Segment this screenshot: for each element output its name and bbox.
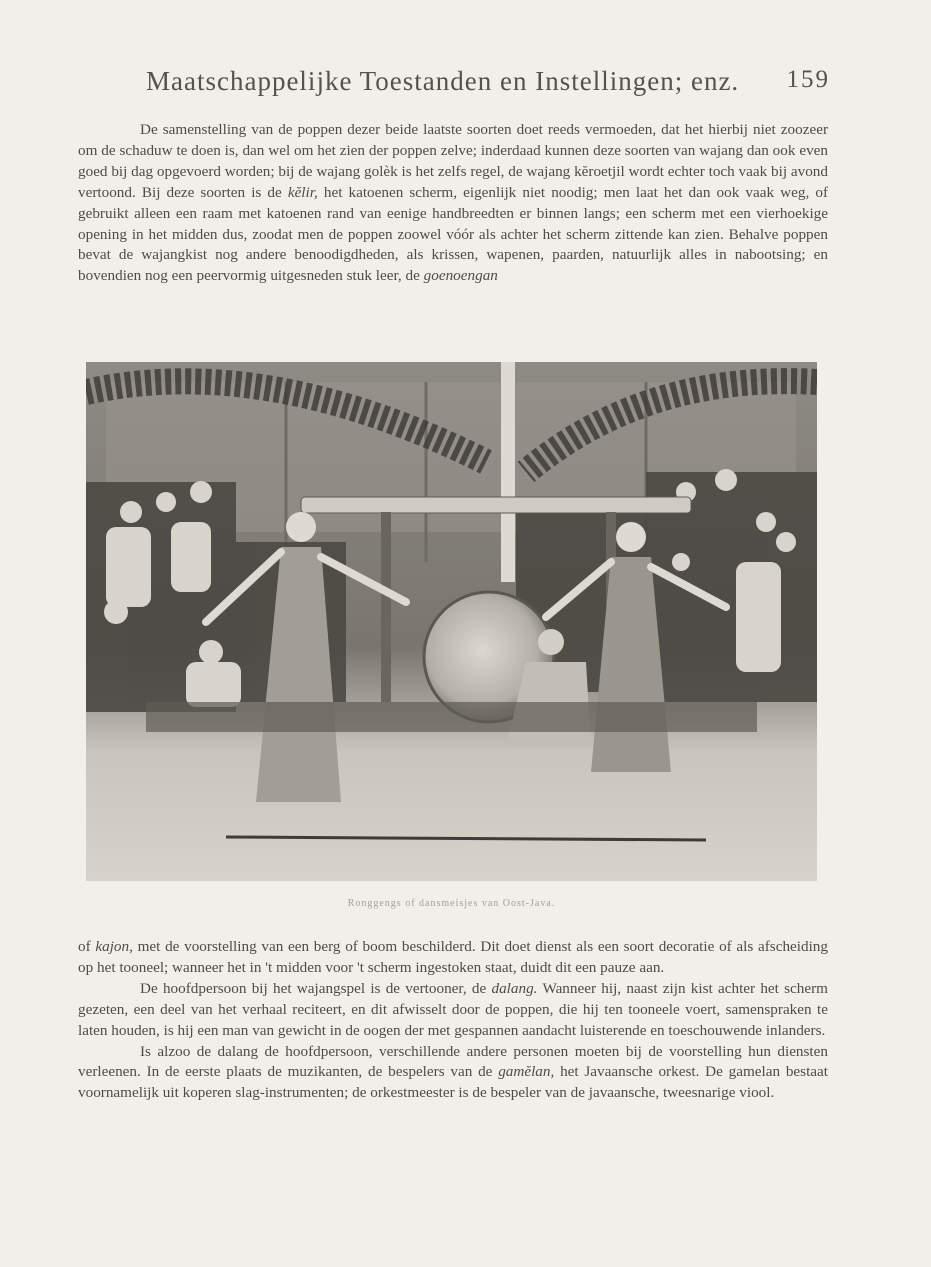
figure-caption: Ronggengs of dansmeisjes van Oost-Java. xyxy=(347,898,556,909)
photograph-illustration xyxy=(86,362,817,881)
italic-term: kajon, xyxy=(95,938,133,955)
italic-term: dalang. xyxy=(491,979,538,997)
photograph-dancers xyxy=(86,362,817,881)
paragraph: De hoofdpersoon bij het wajangspel is de vertooner, de dalang. Wanneer hij, naast zijn kist achter het scherm gezeten, een deel van het verhaal reciteert, en dit afwisselt door de poppen, die hij ten tooneele voert, samenspraken te laten houden, is hij een man van gewicht in de oogen der met gespannen aandacht luisterende en toeschouwende inlanders. xyxy=(78,979,828,1039)
text-block-bottom xyxy=(78,937,828,1104)
paragraph: of kajon, met de voorstelling van een berg of boom beschilderd. Dit doet dienst als een soort decoratie of als afscheiding op het tooneel; wanneer het in 't midden voor 't scherm ingestoken staat, duidt dit een pauze aan. xyxy=(78,938,828,976)
italic-term: gamĕlan, xyxy=(498,1063,555,1081)
paragraph: Is alzoo de dalang de hoofdpersoon, verschillende andere personen moeten bij de voorstelling hun diensten verleenen. In de eerste plaats de muzikanten, de bespelers van de gamĕlan, het Javaansche orkest. De gamelan bestaat voornamelijk uit koperen slag-instrumenten; de orkestmeester is de bespeler van de javaansche, tweesnarige viool. xyxy=(78,1042,828,1102)
italic-term: goenoengan xyxy=(423,267,498,285)
italic-term: kĕlir, xyxy=(287,183,318,201)
running-head xyxy=(78,66,830,106)
paragraph: De samenstelling van de poppen dezer beide laatste soorten doet reeds vermoeden, dat het hierbij niet zoozeer om de schaduw te doen is, dan wel om het zien der poppen zelve; inderdaad kunnen deze soorten van wajang dan ook even goed bij dag opgevoerd worden; bij de wajang golèk is het zelfs regel, de wajang kĕroetjil wordt echter toch vaak bij avond vertoond. Bij deze soorten is de kĕlir, het katoenen scherm, eigenlijk niet noodig; men laat het dan ook vaak weg, of gebruikt alleen een raam met katoenen rand van eenige handbreedten er binnen langs; een scherm met een vierhoekige opening in het midden dus, zoodat men de poppen zoowel vóór als achter het scherm zittende kan zien. Behalve poppen bevat de wajangkist nog andere benoodigdheden, als krissen, wapenen, paarden, natuurlijk alles in nabootsing; en bovendien nog een peervormig uitgesneden stuk leer, de goenoengan xyxy=(78,121,828,285)
page-number: 159 xyxy=(786,66,830,93)
running-title: Maatschappelijke Toestanden en Instellingen; enz. xyxy=(146,66,740,96)
text-block-top xyxy=(78,120,828,287)
